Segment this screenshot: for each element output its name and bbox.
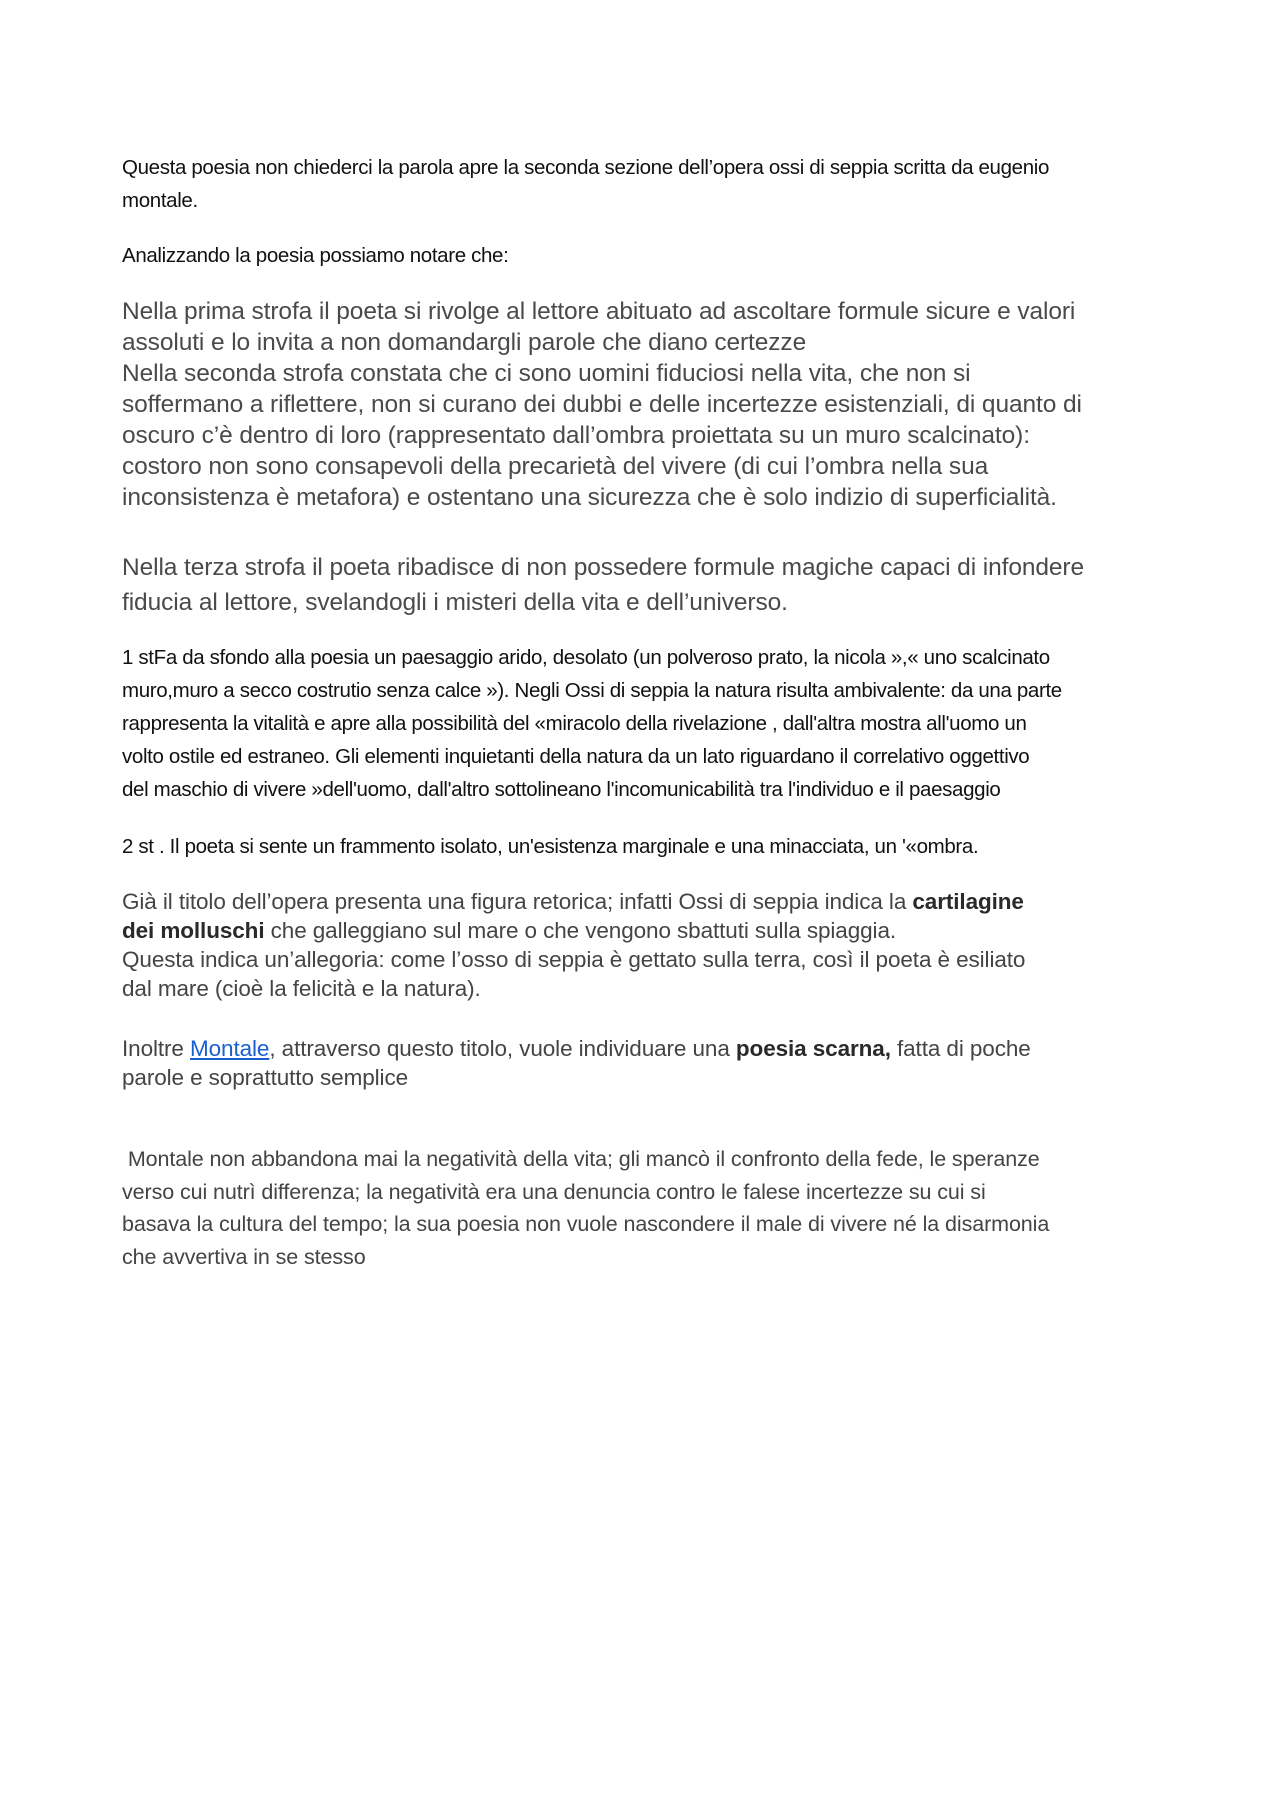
- bold-run: dei molluschi: [122, 918, 265, 943]
- text-run: Inoltre: [122, 1036, 190, 1061]
- text-line: costoro non sono consapevoli della precarietà del vivere (di cui l’ombra nella sua: [122, 453, 989, 480]
- text-line: Nella terza strofa il poeta ribadisce di non possedere formule magiche capaci di infondere: [122, 554, 1085, 581]
- text-line: montale.: [122, 189, 198, 212]
- text-line: [122, 916, 1167, 945]
- text-line: assoluti e lo invita a non domandargli parole che diano certezze: [122, 329, 807, 356]
- analysis-heading: Analizzando la poesia possiamo notare che:: [122, 244, 509, 267]
- conclusione-paragraph: [122, 1143, 1167, 1273]
- intro-paragraph: [122, 151, 1167, 217]
- bold-run: cartilagine: [912, 889, 1024, 914]
- text-run: , attraverso questo titolo, vuole individuare una: [269, 1036, 736, 1061]
- text-line: volto ostile ed estraneo. Gli elementi inquietanti della natura da un lato riguardano il correlativo oggettivo: [122, 745, 1030, 768]
- strofe-paragraph: [122, 296, 1167, 513]
- text-line: soffermano a riflettere, non si curano dei dubbi e delle incertezze esistenziali, di quanto di: [122, 391, 1082, 418]
- titolo-paragraph: [122, 887, 1167, 1003]
- text-line: Nella prima strofa il poeta si rivolge al lettore abituato ad ascoltare formule sicure e valori: [122, 298, 1076, 325]
- inoltre-paragraph: [122, 1034, 1167, 1092]
- text-line: [122, 887, 1167, 916]
- text-line: rappresenta la vitalità e apre alla possibilità del «miracolo della rivelazione , dall'altra mostra all'uomo un: [122, 712, 1027, 735]
- text-line: 1 stFa da sfondo alla poesia un paesaggio arido, desolato (un polveroso prato, la nicola »,« uno scalcinato: [122, 646, 1050, 669]
- montale-link[interactable]: Montale: [190, 1036, 270, 1061]
- text-line: verso cui nutrì differenza; la negatività era una denuncia contro le falese incertezze su cui si: [122, 1179, 986, 1204]
- text-line: del maschio di vivere »dell'uomo, dall'altro sottolineano l'incomunicabilità tra l'individuo e il paesaggio: [122, 778, 1001, 801]
- text-line: che avvertiva in se stesso: [122, 1244, 366, 1269]
- text-line: inconsistenza è metafora) e ostentano una sicurezza che è solo indizio di superficialità.: [122, 484, 1057, 511]
- text-line: Questa indica un’allegoria: come l’osso di seppia è gettato sulla terra, così il poeta è esiliato: [122, 947, 1026, 972]
- terza-strofa-paragraph: [122, 550, 1167, 620]
- text-line: oscuro c’è dentro di loro (rappresentato dall’ombra proiettata su un muro scalcinato):: [122, 422, 1030, 449]
- bold-run: poesia scarna,: [735, 1036, 891, 1061]
- text-line: fiducia al lettore, svelandogli i misteri della vita e dell’universo.: [122, 589, 788, 616]
- text-line: parole e soprattutto semplice: [122, 1065, 409, 1090]
- text-run: fatta di poche: [890, 1036, 1031, 1061]
- text-run: Già il titolo dell’opera presenta una figura retorica; infatti Ossi di seppia indica la: [122, 889, 913, 914]
- text-run: che galleggiano sul mare o che vengono sbattuti sulla spiaggia.: [264, 918, 897, 943]
- text-line: Nella seconda strofa constata che ci sono uomini fiduciosi nella vita, che non si: [122, 360, 971, 387]
- text-line: basava la cultura del tempo; la sua poesia non vuole nascondere il male di vivere né la disarmonia: [122, 1212, 1050, 1236]
- text-line: Montale non abbandona mai la negatività della vita; gli mancò il confronto della fede, le speranze: [122, 1147, 1040, 1171]
- text-line: [122, 1034, 1167, 1063]
- text-line: dal mare (cioè la felicità e la natura).: [122, 976, 481, 1001]
- text-line: Questa poesia non chiederci la parola apre la seconda sezione dell’opera ossi di seppia scritta da eugenio: [122, 156, 1050, 179]
- seconda-strofa-analysis: 2 st . Il poeta si sente un frammento isolato, un'esistenza marginale e una minacciata, un '«ombra.: [122, 835, 979, 858]
- text-line: muro,muro a secco costrutio senza calce »). Negli Ossi di seppia la natura risulta ambivalente: da una parte: [122, 679, 1062, 702]
- prima-strofa-analysis: [122, 641, 1167, 806]
